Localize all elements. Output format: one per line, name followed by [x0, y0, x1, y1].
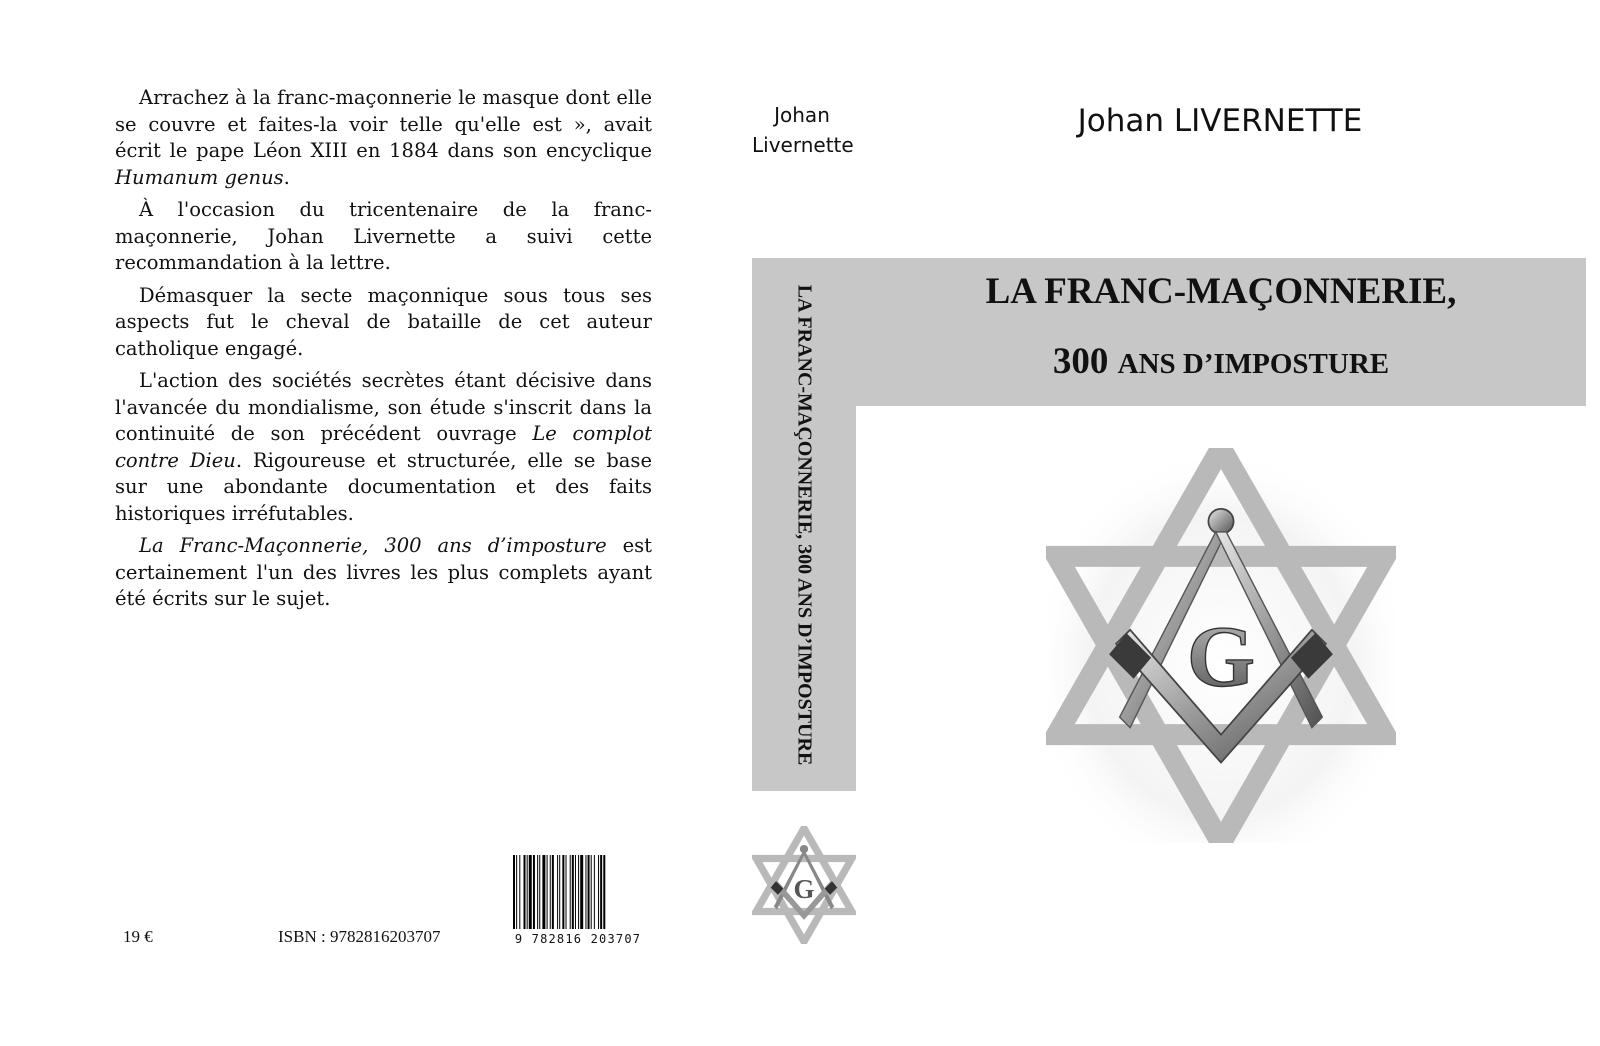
spine-author-first: Johan — [774, 103, 830, 127]
barcode-bar — [585, 855, 586, 929]
barcode-bar — [598, 855, 599, 929]
barcode-bar — [539, 855, 540, 929]
barcode-bar — [519, 855, 520, 929]
barcode-bar — [550, 855, 551, 929]
isbn-label: ISBN : 9782816203707 — [278, 927, 441, 946]
blurb-paragraph-3: Démasquer la secte maçonnique sous tous ses aspects fut le cheval de bataille de cet auteur catholique engagé. — [115, 283, 652, 360]
front-title-number: 300 — [1052, 341, 1118, 382]
barcode-bar — [547, 855, 548, 929]
barcode-bar — [572, 855, 574, 929]
barcode-bar — [524, 855, 526, 929]
barcode-bar — [537, 855, 538, 929]
front-title-rest: ANS D’IMPOSTURE — [1117, 348, 1390, 380]
barcode-bar — [566, 855, 567, 929]
spine-title: LA FRANC-MAÇONNERIE, 300 ANS D’IMPOSTURE — [793, 284, 816, 766]
star-of-david-square-compass-icon — [1046, 448, 1396, 843]
barcode-bar — [591, 855, 592, 929]
front-title-line-1: LA FRANC-MAÇONNERIE, — [985, 271, 1457, 312]
barcode-bar — [580, 855, 583, 929]
barcode-bar — [603, 855, 605, 929]
price-label: 19 € — [123, 927, 153, 946]
blurb-paragraph-1: Arrachez à la franc-maçonnerie le masque dont elle se couvre et faites-la voir telle qu'elle est », avait écrit le pape Léon XIII en 1884 dans son encyclique Humanum genus. — [115, 86, 652, 189]
barcode-bar — [570, 855, 571, 929]
back-cover-blurb — [115, 85, 652, 619]
emblem-letter-g: G — [1187, 607, 1255, 705]
blurb-italic-complot: Le complot contre Dieu — [115, 422, 652, 472]
blurb-paragraph-4: L'action des sociétés secrètes étant décisive dans l'avancée du mondialisme, son étude s'inscrit dans la continuité de son précédent ouvrage Le complot contre Dieu. Rigoureuse et structurée, elle se base sur une abondante documentation et des faits historiques irréfutables. — [115, 369, 652, 525]
blurb-paragraph-5: La Franc-Maçonnerie, 300 ans d’imposture est certainement l'un des livres les plus complets ayant été écrits sur le sujet. — [115, 534, 652, 610]
barcode-bar — [594, 855, 595, 929]
barcode-digits: 9 782816 203707 — [514, 932, 642, 946]
blurb-italic-humanum-genus: Humanum genus — [115, 165, 284, 189]
barcode-bar — [527, 855, 528, 929]
barcode-bar — [600, 855, 602, 929]
barcode-bar — [575, 855, 576, 929]
spine-author-last: Livernette — [752, 133, 854, 157]
front-title-line-2 — [856, 340, 1586, 383]
barcode-bar — [588, 855, 590, 929]
spine-author — [752, 100, 852, 160]
barcode-bar — [513, 855, 515, 929]
barcode-bar — [559, 855, 560, 929]
blurb-italic-title: La Franc-Maçonnerie, 300 ans d’imposture — [139, 534, 607, 557]
front-author: Johan LIVERNETTE — [1077, 103, 1363, 139]
blurb-paragraph-2: À l'occasion du tricentenaire de la franc-maçonnerie, Johan Livernette a suivi cette recommandation à la lettre. — [115, 198, 652, 274]
barcode-bar — [552, 855, 554, 929]
barcode-bar — [557, 855, 558, 929]
barcode-bar — [533, 855, 535, 929]
spine-emblem-letter-g: G — [793, 874, 815, 904]
barcode-bar — [578, 855, 579, 929]
barcode-bar — [562, 855, 564, 929]
barcode-bar — [542, 855, 545, 929]
barcode-bar — [529, 855, 532, 929]
spine-emblem-icon — [752, 826, 856, 944]
barcode-bar — [516, 855, 517, 929]
